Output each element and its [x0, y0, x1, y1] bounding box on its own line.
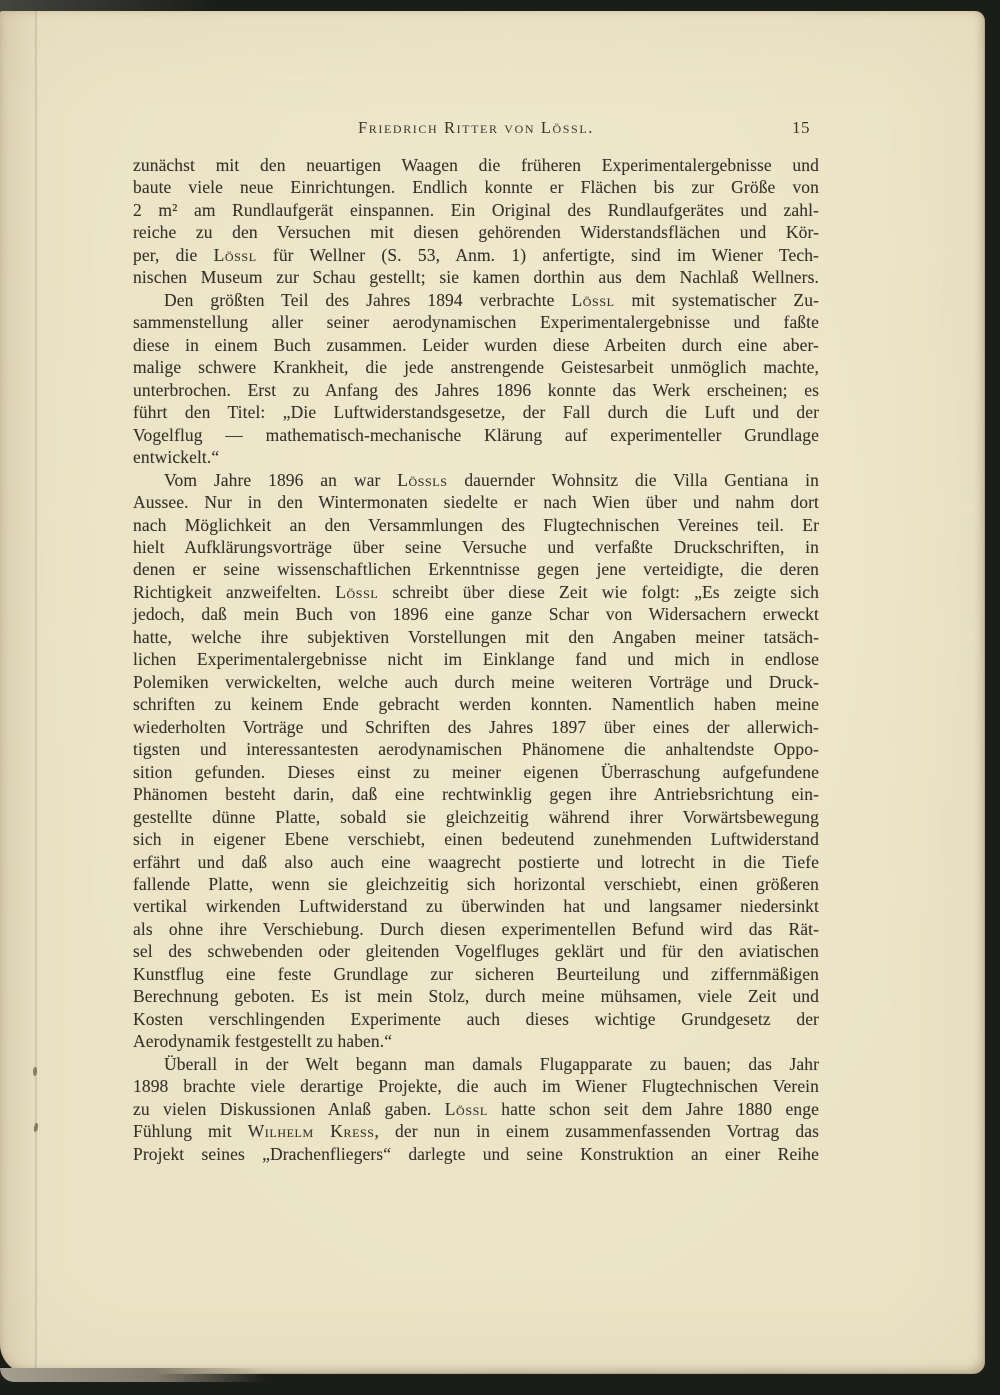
text-line: lichen Experimentalergebnisse nicht im Einklange fand und mich in endlose	[133, 649, 819, 670]
text-line: entwickelt.“	[133, 447, 220, 468]
text-line: Den größten Teil des Jahres 1894 verbrachte Lössl mit systematischer Zu-	[164, 289, 819, 310]
text-line: sich in eigener Ebene verschiebt, einen bedeutend zunehmenden Luftwiderstand	[133, 829, 819, 850]
text-line: denen er seine wissenschaftlichen Erkenntnisse gegen jene verteidigte, die deren	[133, 559, 819, 580]
paragraph	[133, 469, 819, 1053]
text-line: hatte, welche ihre subjektiven Vorstellungen mit den Angaben meiner tatsäch-	[133, 626, 819, 647]
text-line: Kunstflug eine feste Grundlage zur sicheren Beurteilung und ziffernmäßigen	[133, 963, 819, 984]
text-line: Berechnung geboten. Es ist mein Stolz, durch meine mühsamen, viele Zeit und	[133, 986, 819, 1007]
text-line: Richtigkeit anzweifelten. Lössl schreibt über diese Zeit wie folgt: „Es zeigte sich	[133, 581, 819, 602]
text-line: schriften zu keinem Ende gebracht werden konnten. Namentlich haben meine	[133, 694, 819, 715]
text-line: zunächst mit den neuartigen Waagen die früheren Experimentalergebnisse und	[133, 155, 819, 175]
text-line: fallende Platte, wenn sie gleichzeitig sich horizontal verschiebt, einen größeren	[133, 874, 819, 894]
text-line: Überall in der Welt begann man damals Flugapparate zu bauen; das Jahr	[164, 1053, 819, 1074]
text-line: Aerodynamik festgestellt zu haben.“	[133, 1031, 393, 1052]
text-line: sel des schwebenden oder gleitenden Vogelfluges geklärt und für den aviatischen	[133, 941, 819, 962]
paragraph	[133, 154, 819, 289]
page-blemish	[33, 1067, 37, 1076]
text-line: sition gefunden. Dieses einst zu meiner eigenen Überraschung aufgefundene	[133, 761, 819, 782]
body-text	[133, 154, 819, 1165]
text-line: wiederholten Vorträge und Schriften des Jahres 1897 über eines der allerwich-	[133, 716, 819, 737]
paragraph	[133, 289, 819, 469]
text-line: Vom Jahre 1896 an war Lössls dauernder Wohnsitz die Villa Gentiana in	[164, 469, 819, 490]
text-line: Vogelflug — mathematisch-mechanische Klärung auf experimenteller Grundlage	[133, 424, 819, 445]
text-line: Aussee. Nur in den Wintermonaten siedelte er nach Wien über und nahm dort	[133, 492, 819, 513]
text-line: unterbrochen. Erst zu Anfang des Jahres 1896 konnte das Werk erscheinen; es	[133, 379, 819, 400]
text-line: erfährt und daß also auch eine waagrecht postierte und lotrecht in die Tiefe	[133, 851, 819, 872]
running-header-title: Friedrich Ritter von Lössl.	[358, 118, 594, 137]
text-line: als ohne ihre Verschiebung. Durch diesen experimentellen Befund wird das Rät-	[133, 918, 819, 939]
page-crease-line	[34, 11, 40, 1373]
text-line: nischen Museum zur Schau gestellt; sie kamen dorthin aus dem Nachlaß Wellners.	[133, 267, 819, 288]
text-line: gestellte dünne Platte, sobald sie gleichzeitig während ihrer Vorwärtsbewegung	[133, 806, 819, 827]
text-line: diese in einem Buch zusammen. Leider wurden diese Arbeiten durch eine aber-	[133, 334, 819, 355]
underlying-page-edges	[0, 1368, 280, 1382]
text-line: jedoch, daß mein Buch von 1896 eine ganze Schar von Widersachern erweckt	[133, 604, 819, 625]
text-line: Projekt seines „Drachenfliegers“ darlegte und seine Konstruktion an einer Reihe	[133, 1143, 819, 1164]
text-line: Phänomen besteht darin, daß eine rechtwinklig gegen ihre Antriebsrichtung ein-	[133, 784, 819, 805]
paragraph	[133, 1053, 819, 1165]
text-line: zu vielen Diskussionen Anlaß gaben. Lössl hatte schon seit dem Jahre 1880 enge	[133, 1098, 819, 1119]
text-line: 2 m² am Rundlaufgerät einspannen. Ein Original des Rundlaufgerätes und zahl-	[133, 199, 819, 220]
text-line: Fühlung mit Wilhelm Kress, der nun in einem zusammenfassenden Vortrag das	[133, 1121, 819, 1142]
book-page	[0, 11, 985, 1374]
text-line: führt den Titel: „Die Luftwiderstandsgesetze, der Fall durch die Luft und der	[133, 402, 819, 423]
text-line: Polemiken verwickelten, welche auch durch meine weiteren Vorträge und Druck-	[133, 671, 819, 692]
text-line: Kosten verschlingenden Experimente auch dieses wichtige Grundgesetz der	[133, 1008, 819, 1029]
text-line: nach Möglichkeit an den Versammlungen des Flugtechnischen Vereines teil. Er	[133, 514, 819, 535]
page-gutter-fold	[0, 11, 36, 1373]
photo-top-shadow	[0, 0, 240, 11]
text-line: vertikal wirkenden Luftwiderstand zu überwinden hat und langsamer niedersinkt	[133, 896, 819, 917]
text-line: 1898 brachte viele derartige Projekte, die auch im Wiener Flugtechnischen Verein	[133, 1076, 819, 1097]
text-line: baute viele neue Einrichtungen. Endlich konnte er Flächen bis zur Größe von	[133, 177, 819, 198]
text-line: malige schwere Krankheit, die jede anstrengende Geistesarbeit unmöglich machte,	[133, 357, 819, 378]
text-line: reiche zu den Versuchen mit diesen gehörenden Widerstandsflächen und Kör-	[133, 222, 819, 243]
text-column	[133, 11, 819, 1373]
page-number: 15	[792, 118, 810, 137]
text-line: tigsten und interessantesten aerodynamischen Phänomene die anhaltendste Oppo-	[133, 739, 819, 760]
text-line: per, die Lössl für Wellner (S. 53, Anm. 1) anfertigte, sind im Wiener Tech-	[133, 244, 819, 265]
text-line: sammenstellung aller seiner aerodynamischen Experimentalergebnisse und faßte	[133, 312, 819, 333]
text-line: hielt Aufklärungsvorträge über seine Versuche und verfaßte Druckschriften, in	[133, 536, 819, 557]
